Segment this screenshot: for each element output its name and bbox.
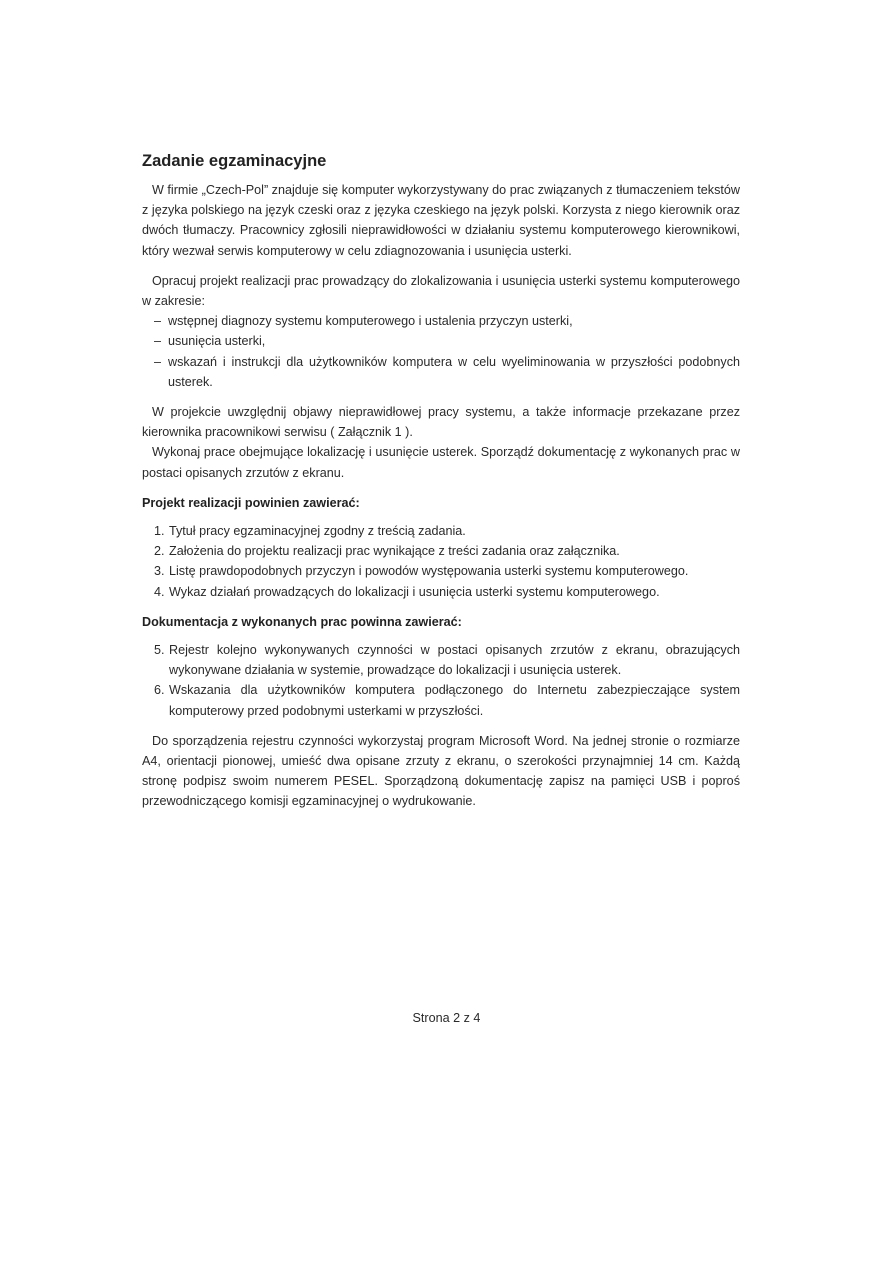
project-list-item: [142, 521, 740, 541]
item-text: Rejestr kolejno wykonywanych czynności w postaci opisanych zrzutów z ekranu, obrazujących wykonywane działania w systemie, prowadzące do lokalizacji i usunięcia usterek.: [169, 643, 740, 678]
item-text: Wykaz działań prowadzących do lokalizacji i usunięcia usterki systemu komputerowego.: [169, 584, 660, 599]
project-heading: Projekt realizacji powinien zawierać:: [142, 495, 360, 510]
scope-list-item: [142, 311, 740, 331]
item-text: Tytuł pracy egzaminacyjnej zgodny z treścią zadania.: [169, 524, 466, 539]
scope-list: [142, 311, 740, 392]
item-number: 1.: [154, 524, 165, 539]
project-note-paragraph: W projekcie uwzględnij objawy nieprawidłowej pracy systemu, a także informacje przekazane przez kierownika pracownikowi serwisu ( Załącznik 1 ).: [142, 405, 740, 440]
item-number: 2.: [154, 544, 165, 559]
page-number-footer: Strona 2 z 4: [412, 1011, 481, 1025]
work-note-paragraph: Wykonaj prace obejmujące lokalizację i usunięcie usterek. Sporządź dokumentację z wykonanych prac w postaci opisanych zrzutów z ekranu.: [142, 445, 740, 480]
scope-item-text: wskazań i instrukcji dla użytkowników komputera w celu wyeliminowania w przyszłości podobnych usterek.: [168, 354, 740, 389]
docs-heading: Dokumentacja z wykonanych prac powinna zawierać:: [142, 614, 462, 629]
document-page: [142, 150, 740, 812]
scope-item-text: wstępnej diagnozy systemu komputerowego i ustalenia przyczyn usterki,: [168, 314, 573, 329]
final-note-paragraph: Do sporządzenia rejestru czynności wykorzystaj program Microsoft Word. Na jednej stronie o rozmiarze A4, orientacji pionowej, umieść dwa opisane zrzuty z ekranu, o szerokości przynajmniej 14 cm. Każdą stronę podpisz swoim numerem PESEL. Sporządzoną dokumentację zapisz na pamięci USB i poproś przewodniczącego komisji egzaminacyjnej o wydrukowanie.: [142, 733, 740, 809]
docs-list-item: [142, 680, 740, 720]
scope-list-item: [142, 352, 740, 392]
item-text: Listę prawdopodobnych przyczyn i powodów występowania usterki systemu komputerowego.: [169, 564, 689, 579]
intro-paragraph: W firmie „Czech-Pol” znajduje się komputer wykorzystywany do prac związanych z tłumaczeniem tekstów z języka polskiego na język czeski oraz z języka czeskiego na język polski. Korzysta z niego kierownik oraz dwóch tłumaczy. Pracownicy zgłosili nieprawidłowości w działaniu systemu komputerowego kierownikowi, który wezwał serwis komputerowy w celu zdiagnozowania i usunięcia usterki.: [142, 183, 740, 258]
dash-bullet: –: [154, 334, 162, 349]
scope-intro-paragraph: Opracuj projekt realizacji prac prowadzący do zlokalizowania i usunięcia usterki systemu komputerowego w zakresie:: [142, 273, 740, 309]
item-number: 3.: [154, 564, 165, 579]
docs-list-item: [142, 640, 740, 680]
item-number: 4.: [154, 584, 165, 599]
item-number: 5.: [154, 643, 165, 658]
docs-list: [142, 640, 740, 721]
scope-item-text: usunięcia usterki,: [168, 334, 266, 349]
project-list-item: [142, 541, 740, 561]
project-list-item: [142, 561, 740, 581]
scope-list-item: [142, 331, 740, 351]
page-title: Zadanie egzaminacyjne: [142, 152, 327, 170]
item-number: 6.: [154, 683, 165, 698]
dash-bullet: –: [154, 314, 162, 329]
item-text: Założenia do projektu realizacji prac wynikające z treści zadania oraz załącznika.: [169, 544, 620, 559]
project-list: [142, 521, 740, 602]
dash-bullet: –: [154, 354, 162, 369]
item-text: Wskazania dla użytkowników komputera podłączonego do Internetu zabezpieczające system komputerowy przed podobnymi usterkami w przyszłości.: [169, 683, 740, 718]
project-list-item: [142, 582, 740, 602]
